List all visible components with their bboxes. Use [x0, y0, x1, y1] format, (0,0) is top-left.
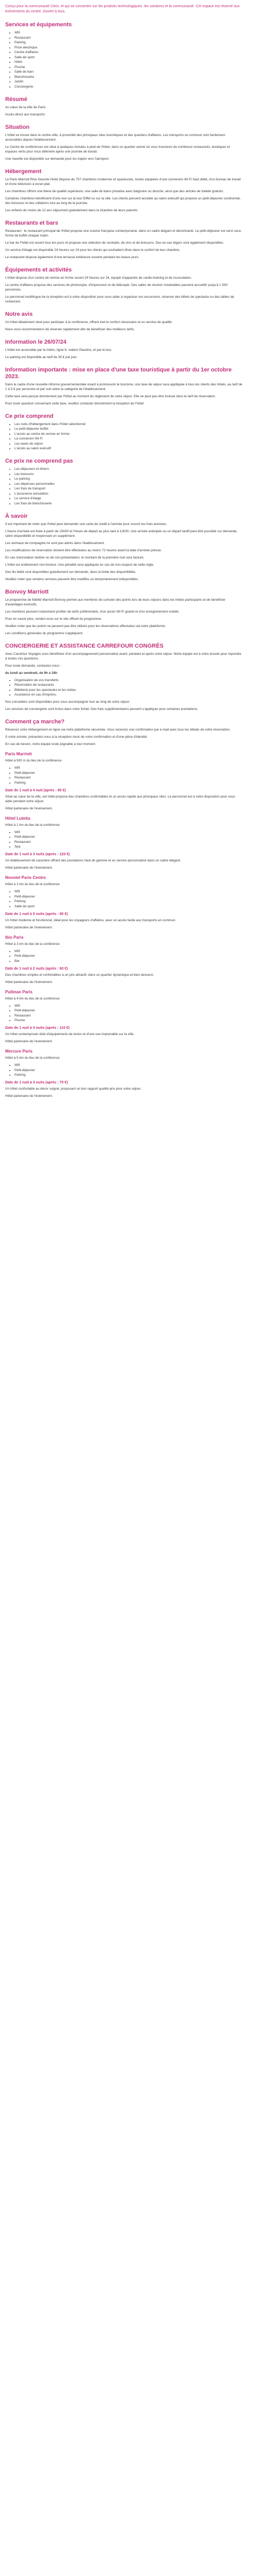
- comprend-list: [5, 422, 243, 451]
- hotel-name: Pullman Paris: [5, 989, 33, 994]
- list-item: • Wifi: [14, 1004, 243, 1008]
- situation-text: Une navette est disponible sur demande pour les trajets vers l'aéroport.: [5, 157, 109, 161]
- list-item: • Restaurant: [14, 1013, 243, 1018]
- list-item: • Centre d'affaires: [14, 50, 243, 55]
- important-title: Information importante : mise en place d'une taxe touristique à partir du 1er octobre 2023.: [5, 366, 232, 380]
- hebergement-text: Les enfants de moins de 12 ans séjournent gratuitement dans la chambre de leurs parents.: [5, 208, 138, 212]
- restaurants-text: Un service d'étage est disponible 24 heures sur 24 pour les clients qui souhaitent dîner dans le confort de leur chambre.: [5, 248, 181, 252]
- list-item: • Parking: [14, 1073, 243, 1077]
- avoir-text: Les animaux de compagnie ne sont pas admis dans l'établissement.: [5, 541, 105, 545]
- important-text: Pour toute question concernant cette taxe, veuillez contacter directement la réception de l'hôtel.: [5, 401, 145, 405]
- list-item: • Restaurant: [14, 840, 243, 844]
- list-item: • Wifi: [14, 30, 243, 35]
- list-item: • Salle de sport: [14, 904, 243, 909]
- hotel-info: Hôtel partenaire de l'événement.: [5, 806, 53, 810]
- hebergement-text: Le Paris Marriott Rive Gauche Hotel dispose de 757 chambres modernes et spacieuses, toutes équipées d'une connexion Wi-Fi haut débit, d'un bureau de travail et d'une télévision à écran plat.: [5, 177, 241, 186]
- list-item: • Piscine: [14, 65, 243, 70]
- list-item: • Le petit-déjeuner buffet: [14, 427, 243, 431]
- hotel-address: Hôtel à 5 km du lieu de la conférence: [5, 1056, 60, 1060]
- hotel-name: Ibis Paris: [5, 935, 24, 940]
- equipements-title: Équipements et activités: [5, 266, 72, 273]
- list-item: • La connexion Wi-Fi: [14, 436, 243, 441]
- list-item: • Hôtel: [14, 60, 243, 64]
- list-item: • Jardin: [14, 79, 243, 84]
- equipements-text: L'hôtel dispose d'un centre de remise en forme ouvert 24 heures sur 24, équipé d'appareils de cardio-training et de musculation.: [5, 276, 192, 280]
- situation-title: Situation: [5, 124, 30, 130]
- conciergerie-text: Pour toute demande, contactez-nous :: [5, 664, 61, 668]
- list-item: • Les déjeuners et dîners: [14, 467, 243, 471]
- comprend-title: Ce prix comprend: [5, 413, 54, 419]
- list-item: • Petit-déjeuner: [14, 771, 243, 775]
- hotel-info: Hôtel partenaire de l'événement.: [5, 1094, 53, 1098]
- hotel-desc: Un hôtel moderne et fonctionnel, idéal pour les voyageurs d'affaires, avec un accès facile aux transports en commun.: [5, 918, 176, 922]
- conciergerie-list: [5, 678, 243, 698]
- list-item: • Wifi: [14, 1063, 243, 1067]
- list-item: • Les taxes de séjour: [14, 442, 243, 446]
- list-item: • Blanchisserie: [14, 75, 243, 79]
- hotel-amenities: [5, 1063, 243, 1077]
- list-item: • Prise électrique: [14, 45, 243, 50]
- list-item: • Wifi: [14, 889, 243, 894]
- list-item: • L'assurance annulation: [14, 492, 243, 496]
- hotel-info: Hôtel partenaire de l'événement.: [5, 1040, 53, 1043]
- hotel-card: [5, 875, 243, 930]
- conciergerie-text: Nos conseillers sont disponibles pour vous accompagner tout au long de votre séjour.: [5, 700, 130, 704]
- list-item: • Salle de sport: [14, 55, 243, 60]
- hotel-desc: Des chambres simples et confortables à un prix attractif, dans un quartier dynamique et bien desservi.: [5, 973, 154, 977]
- conciergerie-text: Les services de conciergerie sont inclus dans votre forfait. Des frais supplémentaires peuvent s'appliquer pour certaines prestations.: [5, 707, 198, 711]
- hotel-address: Hôtel à 3 km du lieu de la conférence: [5, 942, 60, 946]
- notre-avis-title: Notre avis: [5, 311, 33, 317]
- services-list: [5, 30, 243, 89]
- list-item: • Petit-déjeuner: [14, 954, 243, 958]
- information-title: Information le 26/07/24: [5, 338, 67, 345]
- restaurants-text: Restaurant : le restaurant principal de l'hôtel propose une cuisine française contemporaine, dans un cadre élégant et décontracté. Le petit-déjeuner est servi sous forme de buffet chaque matin.: [5, 229, 241, 238]
- equipements-text: Le personnel multilingue de la réception est à votre disposition pour vous aider à organiser vos excursions, réserver des billets de spectacle ou des tables de restaurant.: [5, 295, 234, 303]
- page: [0, 0, 248, 1098]
- avoir-text: L'heure d'arrivée est fixée à partir de 15h00 et l'heure de départ au plus tard à 12h00. Une arrivée anticipée ou un départ tardif peut être possible sur demande, selon disponibilité et moyennant un supplément.: [5, 529, 238, 538]
- marriott-text: Les membres peuvent notamment profiter de tarifs préférentiels, d'un accès Wi-Fi gratuit et d'un enregistrement mobile.: [5, 609, 180, 614]
- resume-line: Accès direct aux transports: [5, 112, 45, 116]
- resume-title: Résumé: [5, 96, 27, 103]
- hotel-dates: Date de 1 nuit à 3 nuits (après : 75 €): [5, 1081, 68, 1084]
- list-item: • Parking: [14, 781, 243, 785]
- list-item: • Le service d'étage: [14, 496, 243, 501]
- comment-text: En cas de besoin, notre équipe reste joignable à tout moment.: [5, 742, 96, 746]
- hotel-info: Hôtel partenaire de l'événement.: [5, 866, 53, 870]
- marriott-text: Veuillez noter que les points ne peuvent pas être utilisés pour les réservations effectuées via notre plateforme.: [5, 624, 166, 628]
- hotel-amenities: [5, 766, 243, 785]
- hotels-list: [5, 752, 243, 1098]
- hotel-address: Hôtel à 4 km du lieu de la conférence: [5, 996, 60, 1001]
- conciergerie-contact: du lundi au vendredi, de 9h à 18h: [5, 671, 57, 675]
- list-item: • Le parking: [14, 477, 243, 481]
- list-item: • Wifi: [14, 830, 243, 835]
- list-item: • Salle de bain: [14, 70, 243, 74]
- situation-text: L'hôtel se trouve dans le centre-ville, à proximité des principaux sites touristiques et des quartiers d'affaires. Les transports en commun sont facilement accessibles depuis l'établissement.: [5, 133, 225, 142]
- hotel-desc: Un hôtel contemporain doté d'équipements de loisirs et d'une vue imprenable sur la ville.: [5, 1032, 135, 1036]
- hotel-dates: Date de 1 nuit à 3 nuits (après : 120 €): [5, 853, 70, 856]
- hotel-desc: Un établissement de caractère offrant des prestations haut de gamme et un service personnalisé dans un cadre élégant.: [5, 859, 181, 862]
- comment-title: Comment ça marche?: [5, 719, 64, 725]
- equipements-text: Le centre d'affaires propose des services de photocopie, d'impression et de télécopie. Des salles de réunion modulables peuvent accueillir jusqu'à 1 500 personnes.: [5, 283, 228, 292]
- list-item: • Les boissons: [14, 472, 243, 477]
- list-item: • L'accès au centre de remise en forme: [14, 432, 243, 436]
- hotel-amenities: [5, 949, 243, 963]
- restaurants-text: Le restaurant dispose également d'une terrasse extérieure ouverte pendant les beaux jours.: [5, 255, 139, 259]
- hebergement-text: Certaines chambres bénéficient d'une vue sur la tour Eiffel ou sur la ville. Les clients peuvent accéder au salon exécutif qui propose un petit-déjeuner continental, des boissons et des collations tout au long de la journée.: [5, 196, 241, 205]
- intro-line: Conçu pour la communauté Citrix, et qui se concentre sur les produits technologiques, les solutions et la communauté. Cet espace est réservé aux événements du centre. Ouvert à tous.: [5, 5, 240, 13]
- hotel-name: Mercure Paris: [5, 1049, 33, 1054]
- list-item: • L'accès au salon exécutif: [14, 446, 243, 451]
- avoir-title: À savoir: [5, 513, 28, 519]
- hotel-card: [5, 935, 243, 985]
- list-item: • Les nuits d'hébergement dans l'hôtel sélectionné: [14, 422, 243, 427]
- list-item: • Wifi: [14, 949, 243, 954]
- notre-avis-text: Nous vous recommandons de réserver rapidement afin de bénéficier des meilleurs tarifs.: [5, 327, 135, 331]
- list-item: • Restaurant: [14, 36, 243, 40]
- conciergerie-text: Avec Carrefour Voyages vous bénéficiez d'un accompagnement personnalisé avant, pendant et après votre séjour. Notre équipe est à votre écoute pour répondre à toutes vos questions.: [5, 652, 241, 660]
- hotel-address: Hôtel à 2 km du lieu de la conférence: [5, 883, 60, 886]
- hotel-info: Hôtel partenaire de l'événement.: [5, 925, 53, 929]
- list-item: • Les dépenses personnelles: [14, 482, 243, 486]
- hotel-amenities: [5, 889, 243, 909]
- hotel-dates: Date de 1 nuit à 4 nuit (après : 90 €): [5, 788, 66, 792]
- list-item: • Restaurant: [14, 775, 243, 780]
- hebergement-title: Hébergement: [5, 168, 42, 175]
- hotel-dates: Date de 1 nuit à 5 nuits (après : 80 €): [5, 912, 68, 916]
- hotel-address: Hôtel à 1 km du lieu de la conférence: [5, 823, 60, 827]
- hotel-desc: Un hôtel confortable au décor soigné, proposant un bon rapport qualité-prix pour votre séjour.: [5, 1087, 141, 1091]
- services-title: Services et équipements: [5, 22, 72, 28]
- list-item: • Bar: [14, 959, 243, 963]
- hotel-card: [5, 990, 243, 1044]
- hotel-name: Hôtel Lutetia: [5, 816, 30, 821]
- ne-comprend-list: [5, 467, 243, 506]
- marriott-title: Bonvoy Marriott: [5, 588, 49, 595]
- list-item: • Petit-déjeuner: [14, 894, 243, 899]
- ne-comprend-title: Ce prix ne comprend pas: [5, 458, 73, 464]
- list-item: • Billetterie pour les spectacles et les visites: [14, 688, 243, 692]
- hotel-name: Novotel Paris Centre: [5, 875, 46, 880]
- list-item: • Les frais de blanchisserie: [14, 501, 243, 506]
- avoir-text: L'hôtel est entièrement non-fumeur. Une pénalité sera appliquée en cas de non-respect de cette règle.: [5, 563, 154, 567]
- conciergerie-title: CONCIERGERIE ET ASSISTANCE CARREFOUR CONGRÈS: [5, 642, 164, 649]
- resume-line: Au cœur de la ville de Paris: [5, 105, 46, 109]
- list-item: • Petit-déjeuner: [14, 1068, 243, 1073]
- notre-avis-text: Un hôtel idéalement situé pour participer à la conférence, offrant tout le confort nécessaire et un service de qualité.: [5, 320, 173, 324]
- list-item: • Petit-déjeuner: [14, 1008, 243, 1013]
- hotel-address: Hôtel à 500 m du lieu de la conférence: [5, 759, 62, 762]
- marriott-text: Le programme de fidélité Marriott Bonvoy permet aux membres de cumuler des points lors de leurs séjours dans les hôtels participants et de bénéficier d'avantages exclusifs.: [5, 598, 225, 606]
- comment-text: À votre arrivée, présentez-vous à la réception muni de votre confirmation et d'une pièce d'identité.: [5, 735, 148, 739]
- comment-text: Réservez votre hébergement en ligne via notre plateforme sécurisée. Vous recevrez une confirmation par e-mail avec tous les détails de votre réservation.: [5, 728, 231, 732]
- important-text: Cette taxe sera perçue directement par l'hôtel au moment du règlement de votre séjour. Elle ne peut pas être incluse dans le tarif de réservation.: [5, 394, 216, 398]
- list-item: • Piscine: [14, 1018, 243, 1023]
- hotel-card: [5, 752, 243, 811]
- avoir-text: Veuillez noter que certains services peuvent être modifiés ou temporairement indisponibles.: [5, 577, 139, 581]
- hotel-dates: Date de 1 nuit à 4 nuits (après : 110 €): [5, 1026, 70, 1030]
- avoir-text: En cas d'annulation tardive ou de non-présentation, le montant de la première nuit sera facturé.: [5, 555, 144, 560]
- hotel-card: [5, 816, 243, 871]
- hotel-amenities: [5, 830, 243, 850]
- list-item: • Organisation de vos transferts: [14, 678, 243, 683]
- intro-text: [5, 4, 243, 14]
- situation-text: Le Centre de conférences est situé à quelques minutes à pied de l'hôtel, dans un quartier animé où vous trouverez de nombreux restaurants, boutiques et espaces verts pour vous détendre après une journée de travail.: [5, 145, 230, 154]
- list-item: • Wifi: [14, 766, 243, 770]
- important-text: Dans le cadre d'une nouvelle réforme gouvernementale visant à promouvoir le tourisme, une taxe de séjour sera appliquée à tous les clients des hôtels, au tarif de 1 à 5 € par personne et par nuit selon la catégorie de l'établissement.: [5, 382, 243, 391]
- list-item: • Parking: [14, 40, 243, 45]
- hotel-dates: Date de 1 nuit à 2 nuits (après : 60 €): [5, 967, 68, 971]
- list-item: • Les frais de transport: [14, 486, 243, 491]
- hebergement-text: Les chambres offrent une literie de qualité supérieure, une salle de bains privative avec baignoire ou douche, ainsi que des articles de toilette gratuits.: [5, 189, 224, 193]
- restaurants-text: Le bar de l'hôtel est ouvert tous les jours et propose une sélection de cocktails, de vins et de boissons. Des en-cas légers sont également disponibles.: [5, 241, 224, 245]
- hotel-desc: Situé au cœur de la ville, cet hôtel propose des chambres confortables et un accès rapide aux principaux sites. Le personnel est à votre disposition pour vous aider pendant votre séjour.: [5, 794, 235, 803]
- marriott-text: Les conditions générales du programme s'appliquent.: [5, 631, 84, 635]
- list-item: • Conciergerie: [14, 84, 243, 89]
- marriott-text: Pour en savoir plus, rendez-vous sur le site officiel du programme.: [5, 617, 102, 621]
- restaurants-title: Restaurants et bars: [5, 219, 58, 226]
- avoir-text: Des lits bébé sont disponibles gratuitement sur demande, dans la limite des disponibilités.: [5, 570, 136, 574]
- information-text: Le parking est disponible au tarif de 35 € par jour.: [5, 355, 77, 359]
- list-item: • Parking: [14, 899, 243, 904]
- hotel-info: Hôtel partenaire de l'événement.: [5, 980, 53, 984]
- avoir-text: Les modifications de réservation doivent être effectuées au moins 72 heures avant la date d'arrivée prévue.: [5, 548, 162, 552]
- hotel-name: Paris Marriott: [5, 752, 32, 756]
- list-item: • Assistance en cas d'imprévu: [14, 692, 243, 697]
- avoir-text: Il est important de noter que l'hôtel peut demander une carte de crédit à l'arrivée pour couvrir les frais annexes.: [5, 522, 167, 526]
- list-item: • Spa: [14, 844, 243, 849]
- hotel-card: [5, 1049, 243, 1098]
- hotel-amenities: [5, 1004, 243, 1023]
- information-text: L'hôtel est accessible par le métro, ligne 6, station Glacière, et par le bus.: [5, 348, 112, 352]
- list-item: • Réservation de restaurants: [14, 683, 243, 687]
- list-item: • Petit-déjeuner: [14, 835, 243, 839]
